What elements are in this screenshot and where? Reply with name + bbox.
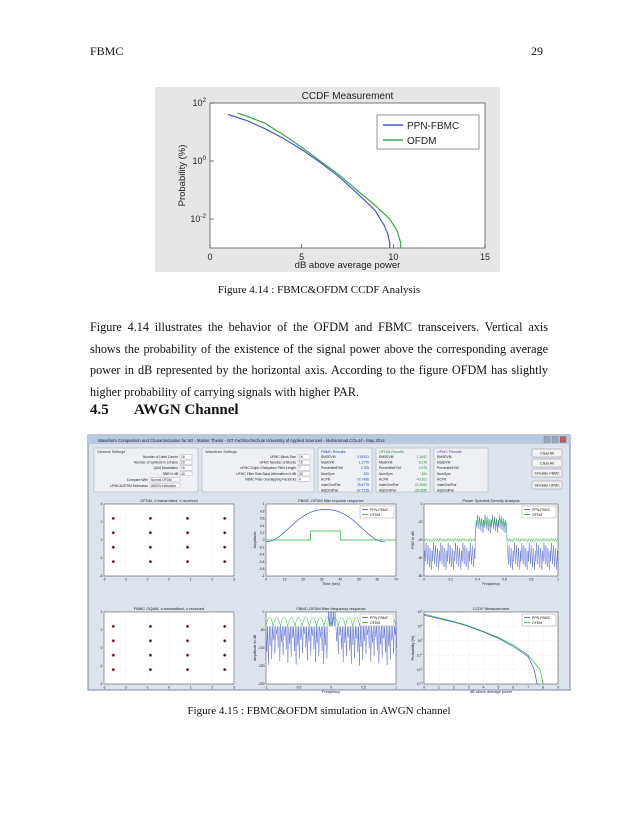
fbmc-constellation-received	[112, 669, 114, 671]
ccdf-small-ytick: $10^{-2}$	[416, 667, 423, 672]
window-max-icon	[552, 437, 558, 443]
fbmc-results-label: PercentileEVM	[321, 466, 343, 471]
impulse-response-ylabel: Amplitude	[253, 531, 257, 549]
ofdm-constellation-received	[187, 518, 189, 520]
ofdm-constellation-received	[112, 546, 114, 548]
impulse-response-xtick: 20	[301, 577, 305, 582]
ofdm-constellation-ytick: -4	[99, 574, 103, 579]
fbmc-constellation-received	[224, 626, 226, 628]
fbmc-results-value: -37.7715	[355, 488, 369, 493]
general-settings-title: General Settings	[97, 450, 126, 454]
psd-ytick: -20	[417, 520, 423, 525]
impulse-response-ytick: -1	[261, 574, 265, 579]
frequency-response-xtick: -0.5	[295, 685, 302, 690]
frequency-response-legend-entry: PPN-FBMC	[370, 615, 389, 620]
ccdf-small-title: CCDF Measurement	[472, 606, 510, 611]
ufmc-results-label: mainChnlPwr	[437, 483, 457, 487]
estimation-label: UFMC&OFDM Estimation	[110, 484, 148, 488]
ccdf-small-xlabel: dB above average power	[469, 690, 513, 694]
ufmc-results-label: AdjChnlPwr	[437, 488, 455, 493]
impulse-response-xtick: 50	[357, 577, 361, 582]
ofdm-constellation-ytick: -2	[99, 556, 103, 561]
ofdm-results-label: ACPR	[379, 477, 389, 482]
x-axis-label: dB above average power	[294, 260, 401, 271]
section-number: 4.5	[90, 402, 109, 418]
figure-4-15-simulation-window	[88, 435, 570, 694]
ccdf-small-xtick: 7	[527, 685, 530, 690]
window-title: Waveform Comparison and Characterization for 5G - Master Thesis - IST Fachhochschule University of Applied Sciences - Muhammad COL44 - May 2014	[98, 438, 385, 443]
ofdm-results-label: MaxEVM	[379, 460, 393, 465]
general-settings-label: QAM Modulation	[153, 466, 178, 471]
fbmc-constellation-xtick: -2	[124, 685, 128, 690]
frequency-response-ytick: -50	[259, 628, 265, 633]
window-min-icon	[544, 437, 550, 443]
ofdm-constellation-xtick: -3	[102, 577, 106, 582]
x-tick-label: 0	[207, 252, 213, 262]
ofdm-constellation-received	[224, 561, 226, 563]
frequency-response-title: FBMC-OFDM filter frequency response	[296, 606, 366, 611]
section-title: AWGN Channel	[134, 402, 239, 418]
ofdm-results-label: RMSEVM	[379, 455, 394, 459]
ofdm-constellation-received	[224, 532, 226, 534]
fbmc-constellation-received	[224, 669, 226, 671]
ufmc-results-label: ACPR	[437, 477, 447, 482]
y-tick-label: $10^0$	[192, 154, 206, 166]
button-clear-all-1[interactable]	[532, 449, 562, 457]
frequency-response-ytick: -100	[257, 646, 265, 651]
ccdf-small-xtick: 8	[542, 685, 545, 690]
y-axis-label: Probability (%)	[177, 144, 188, 207]
psd-legend-entry: PPN-FBMC	[532, 507, 551, 512]
fbmc-results-label: RMSEVM	[321, 455, 336, 459]
fbmc-constellation-received	[224, 640, 226, 642]
ofdm-constellation-received	[150, 518, 152, 520]
waveform-settings-label: UFMC Dolph-Chebyshev Filter Length	[240, 466, 296, 471]
psd-ytick: -80	[417, 574, 423, 579]
compare-label: Compare With	[126, 478, 148, 482]
impulse-response-ytick: -0.6	[258, 559, 265, 564]
fbmc-results-value: 0.705	[360, 466, 369, 471]
impulse-response-xtick: 40	[338, 577, 343, 582]
psd-ytick: 0	[420, 502, 423, 507]
impulse-response-xtick: 10	[282, 577, 287, 582]
fbmc-constellation-received	[150, 640, 152, 642]
general-settings-value: 16	[181, 455, 185, 459]
frequency-response-ylabel: Amplitude in dB	[253, 634, 257, 662]
frequency-response-ytick: 0	[262, 610, 265, 615]
waveform-settings-label: UFMC Block Size	[270, 455, 296, 459]
fbmc-constellation-received	[112, 626, 114, 628]
ufmc-results-label: NumSym	[437, 471, 451, 476]
fbmc-constellation-ytick: 2	[100, 628, 103, 633]
ccdf-small-xtick: 1	[437, 685, 440, 690]
fbmc-constellation-xtick: -1	[145, 685, 149, 690]
impulse-response-xtick: 60	[375, 577, 380, 582]
frequency-response-xlabel: Frequency	[322, 690, 340, 694]
waveform-settings-value: 30	[299, 471, 303, 476]
impulse-response-ytick: 0.4	[259, 523, 265, 528]
psd-xtick: 1	[557, 577, 559, 582]
ccdf-small-xtick: 9	[557, 685, 559, 690]
impulse-response-ytick: -0.8	[258, 567, 265, 571]
ufmc-results-label: MaxEVM	[437, 460, 451, 465]
ccdf-small-legend-entry: OFDM	[532, 620, 543, 625]
psd-xlabel: Frequency	[482, 582, 500, 586]
fbmc-constellation-ytick: -2	[99, 664, 103, 669]
fbmc-constellation-received	[150, 654, 152, 656]
fbmc-constellation-ytick: 0	[100, 646, 103, 651]
impulse-response-xtick: 30	[319, 577, 324, 582]
ofdm-results-value: 2.075	[418, 466, 427, 471]
compare-value: Normal OFDM	[151, 478, 172, 482]
impulse-response-ytick: 0.2	[259, 531, 265, 535]
ofdm-constellation-xtick: 2	[211, 577, 214, 582]
fbmc-constellation-received	[150, 669, 152, 671]
psd-xtick: 0.2	[448, 577, 454, 582]
frequency-response-xtick: 0	[330, 685, 332, 690]
ccdf-small-ytick: $10^1$	[417, 624, 423, 629]
ofdm-results-value: -28.3355	[413, 488, 427, 493]
general-settings-label: SNR in dB	[162, 471, 178, 476]
impulse-response-xlabel: Time (sec)	[322, 582, 340, 586]
ofdm-constellation-received	[150, 561, 152, 563]
svg-text:Clear All: Clear All	[540, 461, 554, 466]
impulse-response-legend-entry: PPN-FBMC	[370, 507, 389, 512]
fbmc-constellation-received	[224, 654, 226, 656]
fbmc-results-value: 39.4779	[357, 483, 369, 487]
fbmc-constellation-xtick: 3	[233, 685, 235, 690]
ofdm-constellation-received	[224, 518, 226, 520]
ofdm-results-label: AdjChnlPwr	[379, 488, 397, 493]
impulse-response-ytick: -0.4	[258, 552, 265, 557]
ofdm-constellation-xtick: -2	[124, 577, 128, 582]
svg-text:Simulate FBMC: Simulate FBMC	[534, 471, 560, 476]
fbmc-results-label: mainChnlPwr	[321, 483, 341, 487]
ofdm-constellation-received	[112, 518, 114, 520]
ofdm-constellation-ytick: 2	[100, 520, 103, 525]
fbmc-constellation-ytick: 4	[100, 610, 103, 615]
ccdf-small-xtick: 0	[423, 685, 425, 690]
figure-4-14-caption: Figure 4.14 : FBMC&OFDM CCDF Analysis	[217, 284, 421, 296]
ccdf-small-ytick: $10^{-3}$	[416, 682, 423, 687]
impulse-response-xtick: 70	[394, 577, 398, 582]
fbmc-constellation-xtick: 2	[211, 685, 214, 690]
frequency-response-legend-entry: OFDM	[370, 620, 381, 625]
frequency-response-xtick: -1	[264, 685, 268, 690]
ofdm-results-label: mainChnlPwr	[379, 483, 399, 487]
ofdm-constellation-received	[112, 532, 114, 534]
frequency-response-ytick: -150	[257, 664, 265, 669]
impulse-response-xtick: 0	[265, 577, 267, 582]
frequency-response-xtick: 0.5	[361, 685, 366, 690]
psd-xtick: 0.6	[502, 577, 507, 582]
y-tick-label: $10^{-2}$	[190, 212, 206, 224]
waveform-settings-label: UFMC Filter Side Band Attenuation in dB	[236, 471, 296, 476]
ccdf-small-ylabel: Probability (%)	[411, 635, 415, 661]
waveform-settings-value: 4	[299, 477, 301, 482]
ofdm-constellation-received	[150, 532, 152, 534]
ofdm-results-title: OFDM Results	[379, 450, 404, 454]
ofdm-constellation-received	[187, 532, 189, 534]
impulse-response-ytick: 0	[262, 538, 265, 543]
general-settings-label: Number of symbols in a frame	[134, 460, 178, 465]
ofdm-constellation-xtick: 3	[233, 577, 235, 582]
section-heading	[90, 402, 239, 419]
fbmc-constellation-title: FBMC OQAM, o transmitted, x received	[133, 606, 205, 611]
ofdm-constellation-received	[187, 546, 189, 548]
ofdm-constellation-xtick: 1	[189, 577, 192, 582]
window-close-icon	[560, 437, 566, 443]
ofdm-results-label: NumSym	[379, 471, 393, 476]
svg-text:Simulate UFMC: Simulate UFMC	[534, 483, 560, 488]
waveform-settings-label: FBMC Filter Overlapping Factor(K)	[245, 477, 296, 482]
ofdm-results-value: 22.3062	[415, 483, 427, 487]
ccdf-small-xtick: 6	[512, 685, 515, 690]
ofdm-results-value: 1.1642	[416, 455, 427, 459]
waveform-settings-label: UFMC Number of Blocks	[259, 460, 296, 465]
y-tick-label: $10^2$	[192, 96, 206, 108]
ccdf-small-ytick: $10^2$	[417, 610, 423, 615]
x-tick-label: 10	[388, 252, 399, 262]
fbmc-results-label: AdjChnlPwr	[321, 488, 339, 493]
estimation-value: AWGN estimation	[151, 484, 177, 488]
impulse-response-ytick: 0.6	[259, 516, 265, 521]
fbmc-constellation-received	[187, 669, 189, 671]
psd-xtick: 0.8	[528, 577, 534, 582]
ofdm-results-value: 0.176	[418, 460, 427, 465]
ofdm-constellation-ytick: 0	[100, 538, 103, 543]
ofdm-results-value: 320	[421, 471, 427, 476]
ccdf-small-legend-entry: PPN-FBMC	[532, 615, 551, 620]
ccdf-small-ytick: $10^0$	[417, 639, 423, 643]
figure-4-15-caption: Figure 4.15 : FBMC&OFDM simulation in AWGN channel	[187, 705, 451, 717]
frequency-response-xtick: 1	[395, 685, 397, 690]
fbmc-constellation-xtick: 1	[189, 685, 192, 690]
psd-xtick: 0	[423, 577, 425, 582]
general-settings-label: Number of Used Carrier	[143, 455, 178, 459]
fbmc-results-value: 320	[363, 471, 369, 476]
ofdm-constellation-ytick: 4	[100, 502, 103, 507]
ccdf-small-xtick: 3	[467, 685, 470, 690]
psd-xtick: 0.4	[475, 577, 480, 582]
frequency-response-ytick: -200	[257, 682, 265, 687]
ofdm-constellation-xtick: -1	[145, 577, 149, 582]
ccdf-small-xtick: 2	[452, 685, 455, 690]
waveform-settings-value: 16	[299, 460, 303, 465]
fbmc-constellation-ytick: -4	[99, 682, 103, 687]
ufmc-results-title: UFMC Results	[437, 450, 462, 454]
fbmc-constellation-xtick: 0	[168, 685, 170, 690]
button-clear-all-2[interactable]	[532, 459, 562, 467]
general-settings-value: 40	[181, 471, 185, 476]
waveform-settings-value: 7	[299, 466, 301, 471]
fbmc-results-value: -72.7486	[355, 477, 369, 482]
impulse-response-legend-entry: OFDM	[370, 512, 381, 517]
page-number: 29	[531, 44, 543, 58]
ofdm-constellation-received	[150, 546, 152, 548]
ofdm-constellation-xtick: 0	[168, 577, 170, 582]
psd-title: Power Spectral Density Analysis	[462, 498, 520, 503]
running-header: FBMC	[90, 44, 124, 58]
fbmc-results-label: ACPR	[321, 477, 331, 482]
x-tick-label: 5	[299, 252, 305, 262]
ufmc-results-label: PercentileEVM	[437, 466, 459, 471]
waveform-settings-value: 16	[299, 455, 303, 459]
psd-legend-entry: OFDM	[532, 512, 543, 517]
impulse-response-ytick: -0.2	[258, 545, 265, 550]
ccdf-small-xtick: 4	[482, 685, 485, 690]
ofdm-results-label: PercentileEVM	[379, 466, 401, 471]
psd-ytick: -40	[417, 538, 423, 543]
chart-title: CCDF Measurement	[301, 91, 394, 102]
body-paragraph: Figure 4.14 illustrates the behavior of the OFDM and FBMC transceivers. Vertical axis shows the probability of the existence of the signal power above the corresponding average power in dB represented by the horizontal axis. According to the figure OFDM has slightly higher probability of carrying signals with higher PAR.	[90, 320, 548, 399]
legend-entry: PPN-FBMC	[407, 121, 460, 132]
fbmc-constellation-received	[187, 626, 189, 628]
x-tick-label: 15	[479, 252, 491, 262]
ufmc-results-label: RMSEVM	[437, 455, 452, 459]
impulse-response-title: FBMC-OFDM filter impulse response	[298, 498, 364, 503]
button-simulate-fbmc[interactable]	[532, 469, 562, 477]
fbmc-constellation-received	[150, 626, 152, 628]
ofdm-constellation-received	[187, 561, 189, 563]
fbmc-results-label: MaxEVM	[321, 460, 335, 465]
impulse-response-ytick: 0.8	[259, 509, 265, 514]
ofdm-results-value: -43.611	[416, 477, 427, 482]
ccdf-small-xtick: 5	[497, 685, 500, 690]
ccdf-small-ytick: $10^{-1}$	[416, 653, 423, 658]
fbmc-results-value: 1.2775	[358, 460, 369, 465]
fbmc-results-value: 0.01921	[357, 455, 369, 459]
psd-ylabel: PSD in dB	[411, 531, 415, 549]
fbmc-constellation-received	[112, 640, 114, 642]
impulse-response-ytick: 1	[262, 502, 265, 507]
button-simulate-ufmc[interactable]	[532, 481, 562, 489]
ofdm-constellation-received	[224, 546, 226, 548]
waveform-settings-title: Waveform Settings	[205, 450, 237, 454]
fbmc-constellation-received	[112, 654, 114, 656]
fbmc-constellation-xtick: -3	[102, 685, 106, 690]
fbmc-constellation-received	[187, 654, 189, 656]
fbmc-results-title: FBMC Results	[321, 450, 346, 454]
ofdm-constellation-received	[112, 561, 114, 563]
figure-4-14-ccdf-chart	[155, 87, 500, 272]
fbmc-constellation-received	[187, 640, 189, 642]
legend-entry: OFDM	[407, 136, 437, 147]
general-settings-value: 16	[181, 466, 185, 471]
general-settings-value: 20	[181, 460, 185, 465]
psd-ytick: -60	[417, 556, 423, 561]
svg-text:Clear All: Clear All	[540, 451, 554, 456]
ofdm-constellation-title: OFDM, o transmitted, x received	[140, 498, 198, 503]
fbmc-results-label: NumSym	[321, 471, 335, 476]
